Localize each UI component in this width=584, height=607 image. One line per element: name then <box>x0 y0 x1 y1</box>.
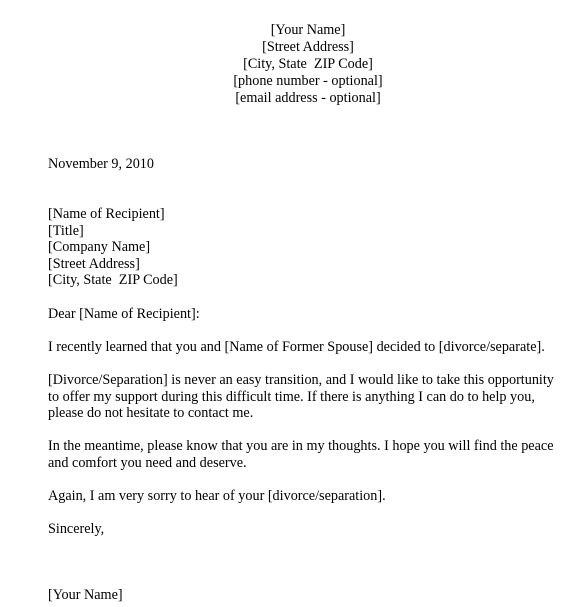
body-paragraph-2-line-2: to offer my support during this difficult time. If there is anything I can do to help you, <box>48 389 535 405</box>
recipient-city: [City, State ZIP Code] <box>48 272 178 288</box>
body-paragraph-3-line-1: In the meantime, please know that you are in my thoughts. I hope you will find the peace <box>48 438 554 454</box>
salutation: Dear [Name of Recipient]: <box>48 306 200 322</box>
signature-name: [Your Name] <box>48 587 123 603</box>
sender-street: [Street Address] <box>262 39 354 55</box>
recipient-street: [Street Address] <box>48 256 140 272</box>
sender-phone: [phone number - optional] <box>233 73 383 89</box>
sender-city: [City, State ZIP Code] <box>243 56 373 72</box>
closing: Sincerely, <box>48 521 105 537</box>
body-paragraph-3-line-2: and comfort you need and deserve. <box>48 455 247 471</box>
sender-name: [Your Name] <box>270 22 346 38</box>
body-paragraph-1-line-1: I recently learned that you and [Name of Former Spouse] decided to [divorce/separate]. <box>48 339 545 355</box>
body-paragraph-2-line-3: please do not hesitate to contact me. <box>48 405 254 421</box>
body-paragraph-4-line-1: Again, I am very sorry to hear of your [divorce/separation]. <box>48 488 386 504</box>
sender-email: [email address - optional] <box>235 90 381 106</box>
recipient-company: [Company Name] <box>48 239 151 255</box>
body-paragraph-2-line-1: [Divorce/Separation] is never an easy transition, and I would like to take this opportunity <box>48 372 554 388</box>
recipient-name: [Name of Recipient] <box>48 206 165 222</box>
recipient-title: [Title] <box>48 223 84 239</box>
letter-date: November 9, 2010 <box>48 156 154 172</box>
